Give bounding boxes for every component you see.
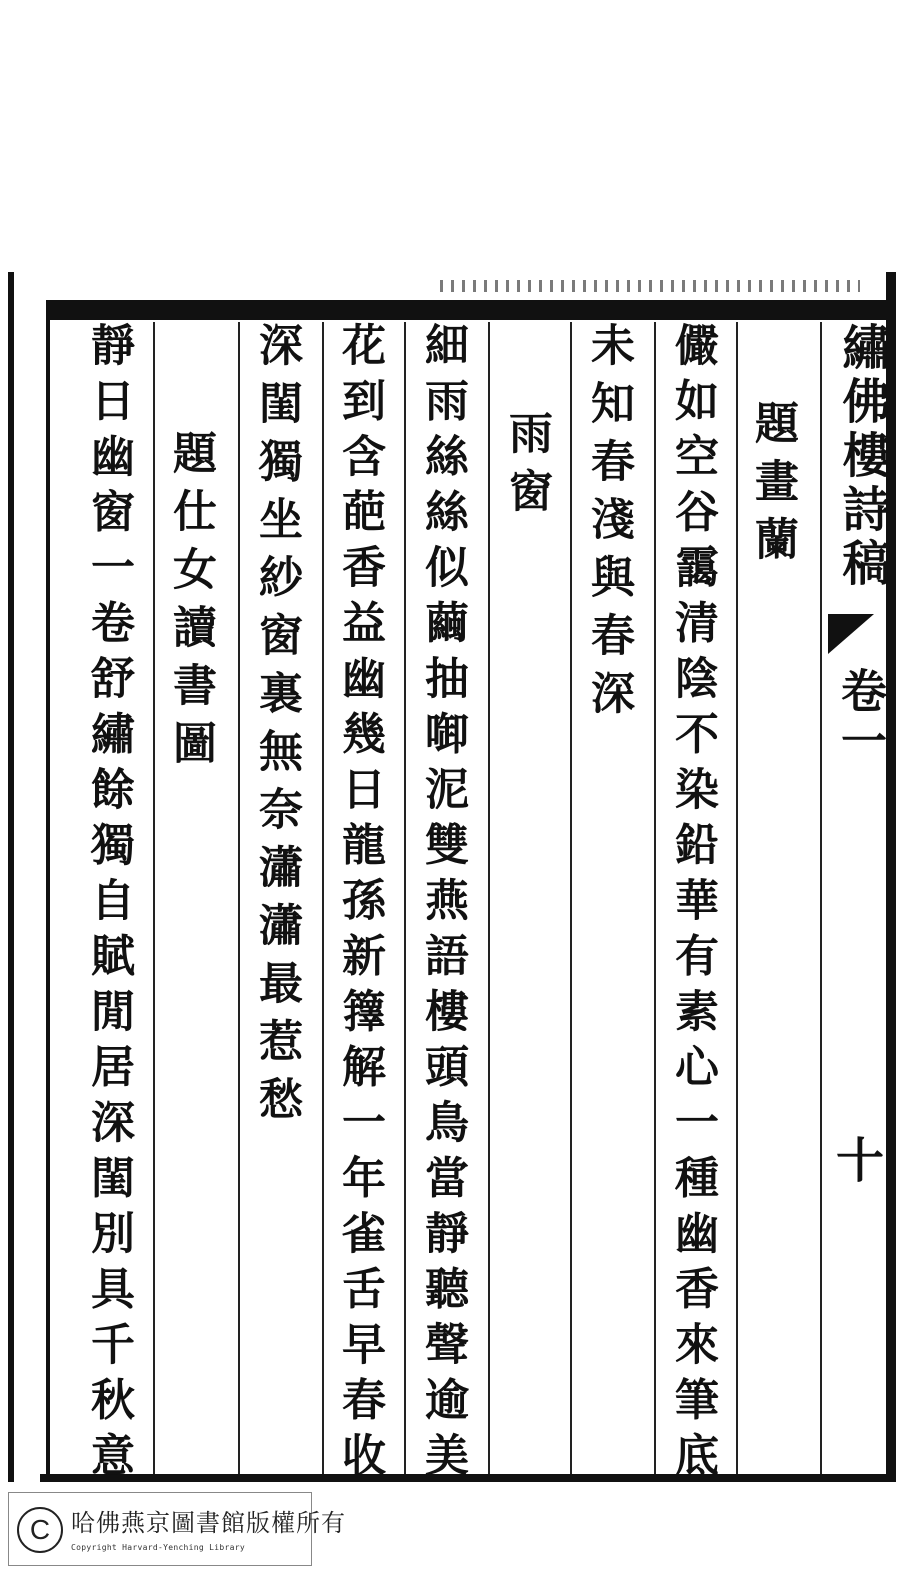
column-rule <box>404 322 406 1474</box>
frame-inner-left-border <box>46 300 50 1480</box>
fishtail-mark <box>828 614 874 654</box>
column-rule <box>238 322 240 1474</box>
column-rule <box>488 322 490 1474</box>
frame-top-speck <box>440 280 860 292</box>
poem-line: 未知春淺與春深 <box>583 322 634 728</box>
column-rule <box>153 322 155 1474</box>
column-rule <box>654 322 656 1474</box>
column-rule <box>570 322 572 1474</box>
copyright-stamp <box>8 1492 346 1566</box>
page-mark: 十 <box>836 1133 885 1189</box>
frame-left-border <box>8 272 14 1482</box>
copyright-holder: 哈佛燕京圖書館版權所有 <box>71 1509 346 1537</box>
banner-heart <box>828 322 890 1474</box>
book-title: 繡佛樓詩稿 <box>834 322 890 592</box>
column-rule <box>736 322 738 1474</box>
poem-line: 細雨絲絲似繭抽啣泥雙燕語樓頭鳥當靜聽聲逾美 <box>417 322 468 1488</box>
poem-title: 雨窗 <box>501 410 552 526</box>
poem-line: 深閨獨坐紗窗裏無奈瀟瀟最惹愁 <box>251 322 302 1134</box>
poem-line: 花到含葩香益幽幾日龍孫新籜解一年雀舌早春收 <box>334 322 385 1488</box>
poem-line: 儼如空谷靄清陰不染鉛華有素心一種幽香來筆底 <box>667 322 718 1488</box>
poem-title: 題畫蘭 <box>747 400 798 574</box>
column-rule <box>322 322 324 1474</box>
poem-title: 題仕女讀書圖 <box>165 430 216 778</box>
column-rule <box>820 322 822 1474</box>
frame-top-border <box>46 300 886 320</box>
poem-line: 靜日幽窗一卷舒繡餘獨自賦閒居深閨別具千秋意 <box>83 322 134 1488</box>
volume-label: 卷一 <box>834 667 888 767</box>
copyright-notice: Copyright Harvard-Yenching Library <box>71 1543 245 1552</box>
copyright-icon: C <box>17 1507 63 1553</box>
